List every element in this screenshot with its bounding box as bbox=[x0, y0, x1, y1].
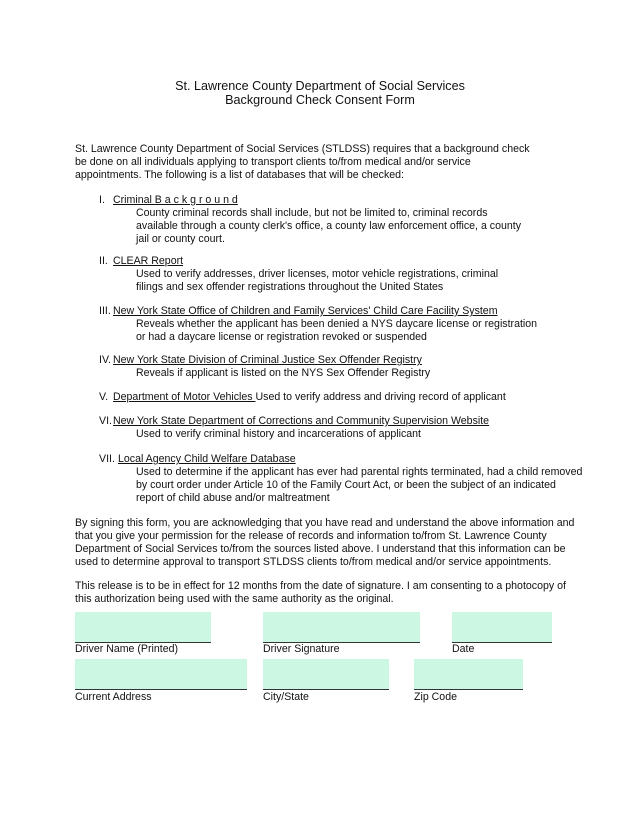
description-line: County criminal records shall include, but not be limited to, criminal records bbox=[136, 207, 488, 219]
current-address-field[interactable] bbox=[75, 659, 247, 689]
intro-line: St. Lawrence County Department of Social Services (STLDSS) requires that a background check bbox=[75, 143, 530, 155]
section-inline-description: Used to verify address and driving record of applicant bbox=[255, 391, 506, 403]
date-field[interactable] bbox=[452, 612, 552, 642]
section-description bbox=[136, 318, 576, 344]
driver-name-field[interactable] bbox=[75, 612, 211, 642]
city-state-field[interactable] bbox=[263, 659, 389, 689]
section-title: New York State Office of Children and Family Services' Child Care Facility System bbox=[113, 305, 498, 317]
driver-signature-label: Driver Signature bbox=[263, 643, 340, 655]
description-line: Reveals if applicant is listed on the NYS Sex Offender Registry bbox=[136, 367, 431, 379]
description-line: available through a county clerk's office, a county law enforcement office, a county bbox=[136, 220, 521, 232]
section-title: Department of Motor Vehicles bbox=[113, 391, 256, 403]
release-paragraph bbox=[75, 580, 565, 606]
description-line: by court order under Article 10 of the Family Court Act, or been the subject of an indicated bbox=[136, 479, 556, 491]
section-number: II. bbox=[99, 255, 108, 267]
section-title: Local Agency Child Welfare Database bbox=[118, 453, 296, 465]
form-title: Background Check Consent Form bbox=[225, 93, 415, 107]
city-state-label: City/State bbox=[263, 691, 309, 703]
section-number: VI. bbox=[99, 415, 112, 427]
release-line: this authorization being used with the same authority as the original. bbox=[75, 593, 394, 605]
current-address-underline bbox=[75, 689, 247, 690]
description-line: Used to verify criminal history and incarcerations of applicant bbox=[136, 428, 421, 440]
section-description bbox=[136, 268, 576, 294]
consent-paragraph bbox=[75, 517, 575, 569]
section-description bbox=[136, 466, 583, 505]
intro-paragraph bbox=[75, 143, 545, 182]
city-state-underline bbox=[263, 689, 389, 690]
description-line: Used to verify addresses, driver licenses, motor vehicle registrations, criminal bbox=[136, 268, 499, 280]
current-address-label: Current Address bbox=[75, 691, 152, 703]
driver-signature-field[interactable] bbox=[263, 612, 420, 642]
section-number: V. bbox=[99, 391, 109, 403]
section-child-care-facility-system bbox=[99, 305, 498, 318]
driver-name-label: Driver Name (Printed) bbox=[75, 643, 179, 655]
zip-code-label: Zip Code bbox=[414, 691, 457, 703]
section-criminal-background bbox=[99, 194, 238, 207]
section-number: IV. bbox=[99, 354, 111, 366]
date-label: Date bbox=[452, 643, 475, 655]
description-line: Used to determine if the applicant has ever had parental rights terminated, had a child removed bbox=[136, 466, 583, 478]
consent-line: Department of Social Services to/from the sources listed above. I understand that this information can be bbox=[75, 543, 566, 555]
release-line: This release is to be in effect for 12 months from the date of signature. I am consenting to a photocopy of bbox=[75, 580, 566, 592]
section-title: CLEAR Report bbox=[113, 255, 184, 267]
section-corrections-website bbox=[99, 415, 489, 428]
section-title: New York State Division of Criminal Justice Sex Offender Registry bbox=[113, 354, 422, 366]
section-title: Criminal B a c k g r o u n d bbox=[113, 194, 238, 206]
description-line: or had a daycare license or registration revoked or suspended bbox=[136, 331, 427, 343]
section-motor-vehicles bbox=[99, 391, 506, 404]
section-description bbox=[136, 428, 576, 441]
intro-line: be done on all individuals applying to transport clients to/from medical and/or service bbox=[75, 156, 471, 168]
section-title: New York State Department of Corrections and Community Supervision Website bbox=[113, 415, 490, 427]
zip-code-field[interactable] bbox=[414, 659, 523, 689]
zip-code-underline bbox=[414, 689, 523, 690]
consent-line: used to determine approval to transport STLDSS clients to/from medical and/or service appointments. bbox=[75, 556, 552, 568]
intro-line: appointments. The following is a list of databases that will be checked: bbox=[75, 169, 404, 181]
description-line: Reveals whether the applicant has been denied a NYS daycare license or registration bbox=[136, 318, 538, 330]
section-clear-report bbox=[99, 255, 183, 268]
section-description bbox=[136, 207, 576, 246]
section-description bbox=[136, 367, 576, 380]
section-number: I. bbox=[99, 194, 105, 206]
section-child-welfare-database bbox=[99, 453, 296, 466]
description-line: report of child abuse and/or maltreatment bbox=[136, 492, 330, 504]
description-line: jail or county court. bbox=[136, 233, 225, 245]
section-number: III. bbox=[99, 305, 111, 317]
section-number: VII. bbox=[99, 453, 115, 465]
consent-line: that you give your permission for the release of records and information to/from St. Lawrence County bbox=[75, 530, 547, 542]
section-sex-offender-registry bbox=[99, 354, 422, 367]
consent-line: By signing this form, you are acknowledging that you have read and understand the above information and bbox=[75, 517, 575, 529]
department-title: St. Lawrence County Department of Social Services bbox=[175, 79, 465, 93]
description-line: filings and sex offender registrations throughout the United States bbox=[136, 281, 444, 293]
